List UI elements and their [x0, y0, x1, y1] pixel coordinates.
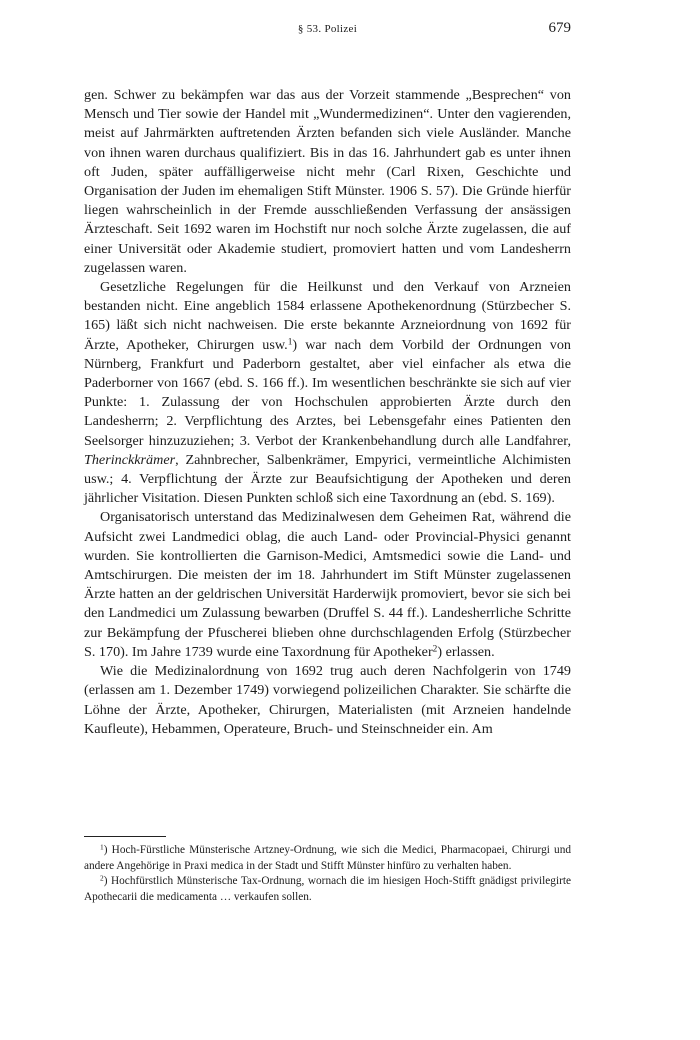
paragraph: [84, 86, 571, 278]
footnote-reference: 2: [432, 644, 438, 655]
paragraph-text: Wie die Medizinalordnung von 1692 trug auch deren Nachfolgerin von 1749 (erlassen am 1. Dezember 1749) vorwiegend polizeilichen Charakter. Sie schärfte die Löhne der Ärzte, Apotheker, Chirurgen, Materialisten (mit Arzneien handelnde Kaufleute), Hebammen, Operateure, Bruch- und Steinschneider ein. Am: [84, 663, 571, 737]
footnote: [84, 874, 571, 905]
paragraph-text: ) erlassen.: [437, 643, 495, 660]
paragraph: [84, 662, 571, 739]
footnote-reference: 1: [287, 336, 293, 347]
footnote-divider: [84, 836, 166, 837]
paragraph-text: ) war nach dem Vorbild der Ordnungen von Nürnberg, Frankfurt und Paderborn gestaltet, aber viel einfacher als etwa die Paderborner von 1667 (ebd. S. 166 ff.). Im wesentlichen beschränkte sie sich auf vier Punkte: 1. Zulassung der von Hochschulen approbierten Ärzte durch den Landesherrn; 2. Verpflichtung des Arztes, bei Lebensgefahr eines Patienten den Seelsorger hinzuzuziehen; 3. Verbot der Krankenbehandlung durch alle Landfahrer,: [84, 336, 571, 449]
paragraph-text: gen. Schwer zu bekämpfen war das aus der Vorzeit stammende „Besprechen“ von Mensch und Tier sowie der Handel mit „Wundermedizinen“. Unter den vagierenden, meist auf Jahrmärkten auftretenden Ärzten befanden sich viele Ausländer. Manche von ihnen waren durchaus qualifiziert. Bis in das 16. Jahrhundert gab es unter ihnen oft Juden, später auffälligerweise nicht mehr (Carl Rixen, Geschichte und Organisation der Juden im ehemaligen Stift Münster. 1906 S. 57). Die Gründe hierfür liegen wahrscheinlich in der Fremde ausschließenden Verfassung der ansässigen Ärzteschaft. Seit 1692 waren im Hochstift nur noch solche Ärzte zugelassen, die auf einer Universität oder Akademie studiert, promoviert hatten und vom Landesherrn zugelassen waren.: [84, 87, 571, 276]
footnote-text: ) Hoch-Fürstliche Münsterische Artzney-Ordnung, wie sich die Medici, Pharmacopaei, Chirurgi und andere Angehörige in Praxi medica in der Stadt und Stifft Münster hinfüro zu verhalten haben.: [84, 844, 571, 872]
footnote-text: ) Hochfürstlich Münsterische Tax-Ordnung, wornach die im hiesigen Hoch-Stifft gnädigst privilegirte Apothecarii die medicamenta … verkaufen sollen.: [84, 875, 571, 903]
footnote: [84, 843, 571, 874]
paragraph: [84, 278, 571, 508]
paragraph-text: Gesetzliche Regelungen für die Heilkunst und den Verkauf von Arzneien bestanden nicht. Eine angeblich 1584 erlassene Apothekenordnung (Stürzbecher S. 165) läßt sich nicht nachweisen. Die erste bekannte Arzneiordnung von 1692 für Ärzte, Apotheker, Chirurgen usw.: [84, 279, 571, 353]
page-header: [84, 20, 571, 40]
page-number: 679: [548, 20, 571, 36]
footnote-marker: 2: [100, 873, 104, 883]
footnotes: [84, 843, 571, 905]
body-text: [84, 86, 571, 739]
italic-term: Therinckkrämer: [84, 451, 176, 468]
paragraph-text: , Zahnbrecher, Salbenkrämer, Empyrici, vermeintliche Alchimisten usw.; 4. Verpflichtung der Ärzte zur Beaufsichtigung der Apotheken und deren jährlicher Visitation. Diesen Punkten schloß sich eine Taxordnung an (ebd. S. 169).: [84, 451, 571, 507]
running-title: § 53. Polizei: [297, 23, 358, 35]
paragraph: [84, 508, 571, 662]
footnote-marker: 1: [100, 842, 104, 852]
paragraph-text: Organisatorisch unterstand das Medizinalwesen dem Geheimen Rat, während die Aufsicht zwei Landmedici oblag, die auch Land- oder Provincial-Physici genannt wurden. Sie kontrollierten die Garnison-Medici, Amtsmedici sowie die Land- und Amtschirurgen. Die meisten der im 18. Jahrhundert im Stift Münster zugelassenen Ärzte hatten an der geldrischen Universität Harderwijk promoviert, bevor sie sich bei den Landmedici um Zulassung bewarben (Druffel S. 44 ff.). Landesherrliche Schritte zur Bekämpfung der Pfuscherei blieben ohne durchschlagenden Erfolg (Stürzbecher S. 170). Im Jahre 1739 wurde eine Taxordnung für Apotheker: [84, 509, 571, 660]
